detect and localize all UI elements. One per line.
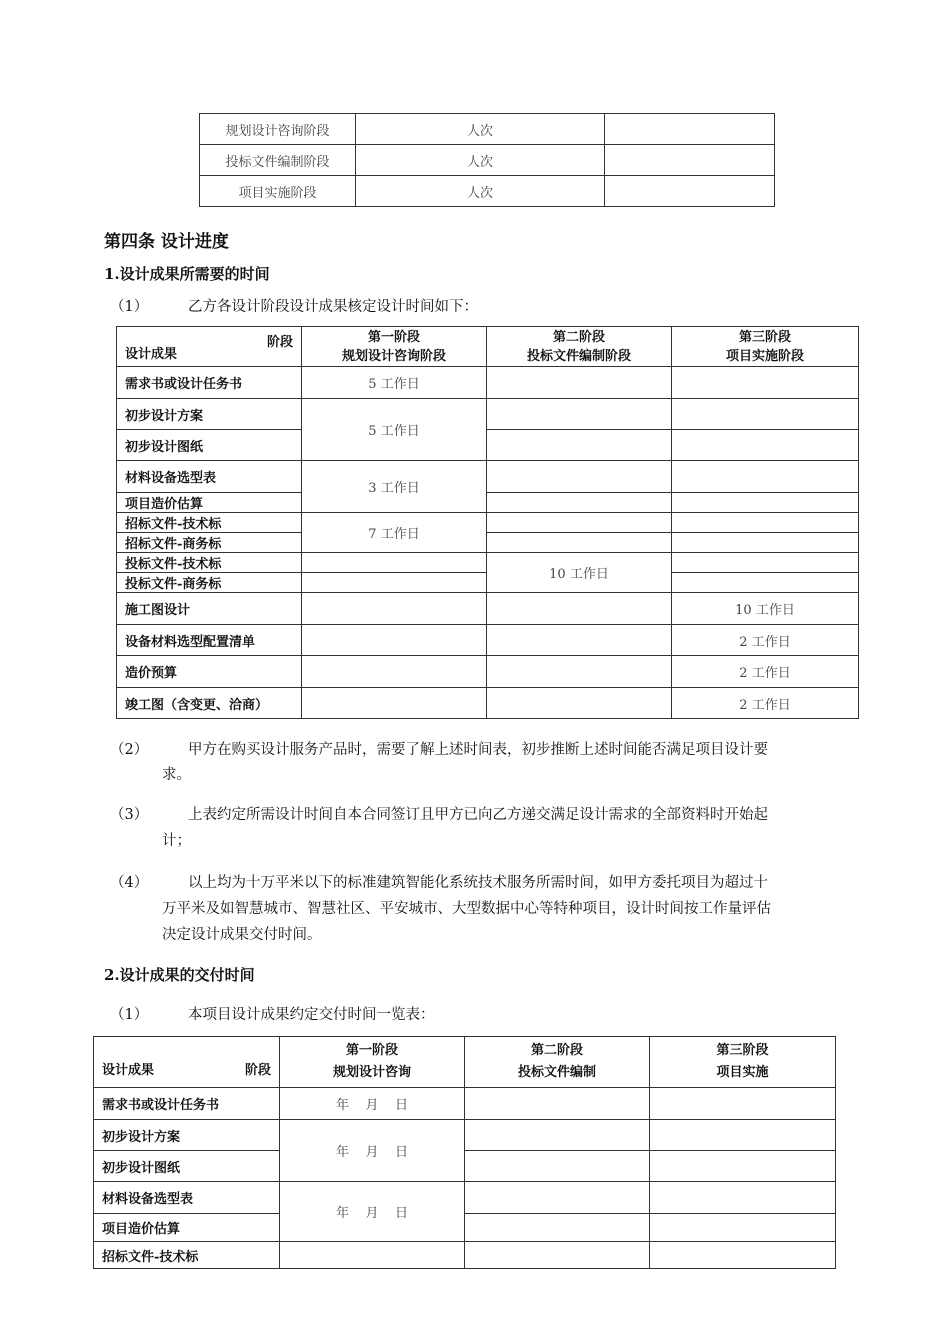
result-cell: 招标文件-技术标: [117, 513, 302, 533]
value-cell: [605, 145, 775, 176]
header-stage-3: 第三阶段 项目实施: [650, 1037, 836, 1088]
header-result-label: 设计成果: [102, 1063, 155, 1078]
result-cell: 造价预算: [117, 656, 302, 688]
result-cell: 项目造价估算: [117, 493, 302, 513]
para-1-number: （1）: [110, 299, 149, 315]
result-cell: 招标文件-商务标: [117, 533, 302, 553]
header-stage-3: 第三阶段 项目实施阶段: [672, 327, 859, 367]
stage-cell: 投标文件编制阶段: [200, 145, 356, 176]
para-5-text: 本项目设计成果约定交付时间一览表：: [188, 1007, 435, 1023]
value-cell: [605, 114, 775, 145]
staff-table: [199, 113, 775, 207]
duration-cell: 3 工作日: [302, 461, 487, 513]
duration-cell: 5 工作日: [302, 367, 487, 399]
duration-cell: 2 工作日: [672, 656, 859, 688]
result-cell: 初步设计方案: [94, 1120, 280, 1151]
value-cell: [605, 176, 775, 207]
header-stage-2: 第二阶段 投标文件编制阶段: [487, 327, 672, 367]
result-cell: 投标文件-商务标: [117, 573, 302, 593]
para-4-line: 以上均为十万平米以下的标准建筑智能化系统技术服务所需时间，如甲方委托项目为超过十: [188, 875, 768, 891]
para-4-number: （4）: [110, 875, 149, 891]
result-cell: 需求书或设计任务书: [117, 367, 302, 399]
result-cell: 材料设备选型表: [117, 461, 302, 493]
duration-cell: 10 工作日: [487, 553, 672, 593]
para-1-text: 乙方各设计阶段设计成果核定设计时间如下：: [188, 299, 478, 315]
delivery-date-table: [93, 1036, 836, 1269]
section-2-title: 2.设计成果的交付时间: [104, 966, 255, 984]
duration-cell: 10 工作日: [672, 593, 859, 625]
para-4-line: 决定设计成果交付时间。: [162, 927, 322, 943]
para-3-line: 上表约定所需设计时间自本合同签订且甲方已向乙方递交满足设计需求的全部资料时开始起: [188, 807, 768, 823]
result-cell: 设备材料选型配置清单: [117, 625, 302, 656]
header-stage-1: 第一阶段 规划设计咨询: [280, 1037, 465, 1088]
design-time-table: [116, 326, 859, 719]
header-diagonal-cell: [117, 327, 302, 367]
unit-cell: 人次: [356, 145, 605, 176]
para-4-line: 万平米及如智慧城市、智慧社区、平安城市、大型数据中心等特种项目，设计时间按工作量评估: [162, 901, 771, 917]
duration-cell: 2 工作日: [672, 625, 859, 656]
article-title: 第四条 设计进度: [104, 232, 229, 252]
header-stage-label: 阶段: [244, 1063, 271, 1078]
duration-cell: 2 工作日: [672, 688, 859, 719]
unit-cell: 人次: [356, 114, 605, 145]
para-3-number: （3）: [110, 807, 149, 823]
stage-cell: 规划设计咨询阶段: [200, 114, 356, 145]
result-cell: 施工图设计: [117, 593, 302, 625]
result-cell: 初步设计图纸: [117, 430, 302, 461]
header-result-label: 设计成果: [125, 347, 178, 362]
result-cell: 项目造价估算: [94, 1214, 280, 1242]
header-stage-label: 阶段: [266, 335, 293, 350]
para-2-number: （2）: [110, 742, 149, 758]
duration-cell: 5 工作日: [302, 399, 487, 461]
unit-cell: 人次: [356, 176, 605, 207]
stage-cell: 项目实施阶段: [200, 176, 356, 207]
section-1-title: 1.设计成果所需要的时间: [104, 265, 270, 283]
result-cell: 初步设计方案: [117, 399, 302, 430]
header-stage-1: 第一阶段 规划设计咨询阶段: [302, 327, 487, 367]
result-cell: 竣工图（含变更、洽商）: [117, 688, 302, 719]
para-2-line: 甲方在购买设计服务产品时，需要了解上述时间表，初步推断上述时间能否满足项目设计要: [188, 742, 768, 758]
para-5-number: （1）: [110, 1007, 149, 1023]
result-cell: 投标文件-技术标: [117, 553, 302, 573]
para-3-line: 计；: [162, 833, 191, 849]
duration-cell: 7 工作日: [302, 513, 487, 553]
date-cell: 年 月 日: [280, 1088, 465, 1120]
header-diagonal-cell: [94, 1037, 280, 1088]
result-cell: 初步设计图纸: [94, 1151, 280, 1182]
para-2-line: 求。: [162, 767, 191, 783]
result-cell: 招标文件-技术标: [94, 1242, 280, 1269]
date-cell: 年 月 日: [280, 1182, 465, 1242]
header-stage-2: 第二阶段 投标文件编制: [465, 1037, 650, 1088]
result-cell: 材料设备选型表: [94, 1182, 280, 1214]
date-cell: 年 月 日: [280, 1120, 465, 1182]
result-cell: 需求书或设计任务书: [94, 1088, 280, 1120]
